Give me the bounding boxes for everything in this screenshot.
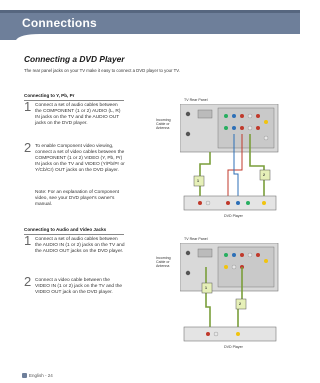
part2-step2-number: 2 [24, 274, 32, 289]
part1-note: Note: For an explanation of Component video, see your DVD player's owner's manual. [35, 190, 119, 207]
part1-step2-number: 2 [24, 140, 32, 155]
header-banner [0, 0, 300, 44]
part1-heading: Connecting to Y, Pb, Pr [24, 93, 75, 98]
diagram2-badge-2: 2 [239, 302, 241, 306]
diagram2-incoming-label: Incoming Cable or Antenna [156, 256, 171, 268]
part2-step1-number: 1 [24, 233, 32, 248]
part2-step2-text: Connect a video cable between the VIDEO IN (1 or 2) jack on the TV and the VIDEO OUT jack on the DVD player. [35, 278, 123, 295]
section-title: Connecting a DVD Player [24, 54, 125, 64]
part1-step1-text: Connect a set of audio cables between the COMPONENT (1 or 2) AUDIO (L, R) IN jacks on the TV and the AUDIO OUT jacks on the DVD player. [35, 103, 121, 126]
diagram2-badge-1: 1 [205, 286, 207, 290]
diagram1-tv-label: TV Rear Panel [184, 98, 208, 102]
diagram1-dvd-label: DVD Player [224, 214, 243, 218]
diagram1-badge-2: 2 [263, 173, 265, 177]
part2-heading: Connecting to Audio and Video Jacks [24, 227, 107, 232]
page-number: English - 24 [29, 373, 53, 378]
footer-marker [22, 373, 27, 378]
section-intro: The rear panel jacks on your TV make it easy to connect a DVD player to your TV. [24, 68, 180, 73]
page-header-title: Connections [22, 16, 97, 30]
diagram2-tv-label: TV Rear Panel [184, 237, 208, 241]
part1-divider [24, 100, 124, 101]
part1-step1-number: 1 [24, 99, 32, 114]
diagram2-dvd-label: DVD Player [224, 345, 243, 349]
diagram1-connection-illustration [180, 104, 280, 214]
diagram1-incoming-label: Incoming Cable or Antenna [156, 118, 171, 130]
part2-step1-text: Connect a set of audio cables between the AUDIO IN (1 or 2) jacks on the TV and the AUDIO OUT jacks on the DVD player. [35, 237, 125, 254]
diagram1-badge-1: 1 [197, 179, 199, 183]
part1-step2-text: To enable Component video viewing, connect a set of video cables between the COMPONENT (1 or 2) VIDEO (Y, Pb, Pr) IN jacks on the TV and VIDEO (Y/Pb/Pr or Y/Cb/Cr) OUT jacks on the DVD player. [35, 144, 125, 173]
diagram2-connection-illustration [180, 243, 280, 343]
part2-divider [24, 234, 124, 235]
